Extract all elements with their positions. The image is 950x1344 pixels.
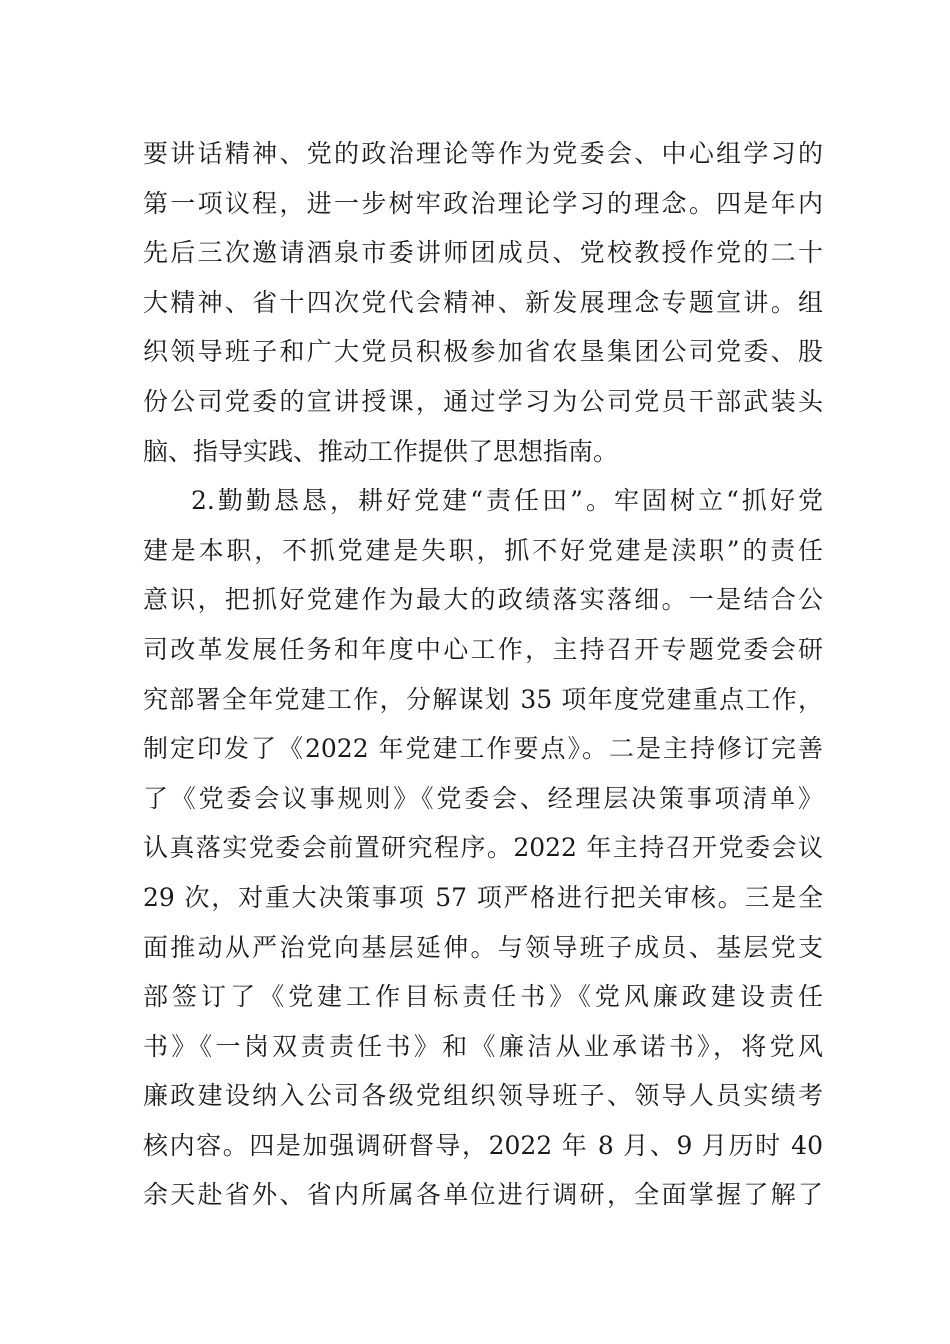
paragraph-1-line: 织领导班子和广大党员积极参加省农垦集团公司党委、股 (143, 337, 823, 367)
paragraph-2-line: 核内容。四是加强调研督导，2022 年 8 月、9 月历时 40 (143, 1130, 823, 1160)
paragraph-1-line: 大精神、省十四次党代会精神、新发展理念专题宣讲。组 (143, 287, 823, 317)
paragraph-1-line: 要讲话精神、党的政治理论等作为党委会、中心组学习的 (143, 139, 823, 168)
paragraph-2-line: 认真落实党委会前置研究程序。2022 年主持召开党委会议 (143, 833, 823, 863)
paragraph-2-line: 意识，把抓好党建作为最大的政绩落实落细。一是结合公 (143, 585, 823, 615)
paragraph-2 (143, 476, 823, 1220)
paragraph-2-line: 面推动从严治党向基层延伸。与领导班子成员、基层党支 (143, 932, 823, 962)
paragraph-1-line: 先后三次邀请酒泉市委讲师团成员、党校教授作党的二十 (143, 238, 823, 268)
paragraph-1 (143, 129, 823, 476)
document-body (143, 129, 823, 1220)
paragraph-1-line: 份公司党委的宣讲授课，通过学习为公司党员干部武装头 (143, 386, 823, 416)
paragraph-2-line: 余天赴省外、省内所属各单位进行调研，全面掌握了解了 (143, 1180, 823, 1210)
paragraph-2-line: 书》《一岗双责责任书》和《廉洁从业承诺书》，将党风 (143, 1031, 823, 1061)
paragraph-1-line: 第一项议程，进一步树牢政治理论学习的理念。四是年内 (143, 188, 823, 218)
paragraph-2-line: 部签订了《党建工作目标责任书》《党风廉政建设责任 (143, 982, 823, 1012)
paragraph-2-line: 29 次，对重大决策事项 57 项严格进行把关审核。三是全 (143, 882, 823, 912)
paragraph-2-line: 廉政建设纳入公司各级党组织领导班子、领导人员实绩考 (143, 1081, 823, 1111)
paragraph-2-line: 司改革发展任务和年度中心工作，主持召开专题党委会研 (143, 634, 823, 664)
paragraph-2-line: 制定印发了《2022 年党建工作要点》。二是主持修订完善 (143, 734, 823, 764)
paragraph-2-line: 究部署全年党建工作，分解谋划 35 项年度党建重点工作， (143, 684, 823, 714)
paragraph-1-line: 脑、指导实践、推动工作提供了思想指南。 (143, 436, 619, 466)
paragraph-2-heading-line: 2.勤勤恳恳，耕好党建“责任田”。牢固树立“抓好党 (191, 486, 823, 516)
paragraph-2-line: 建是本职，不抓党建是失职，抓不好党建是渎职”的责任 (143, 535, 823, 565)
paragraph-2-line: 了《党委会议事规则》《党委会、经理层决策事项清单》 (143, 783, 823, 813)
